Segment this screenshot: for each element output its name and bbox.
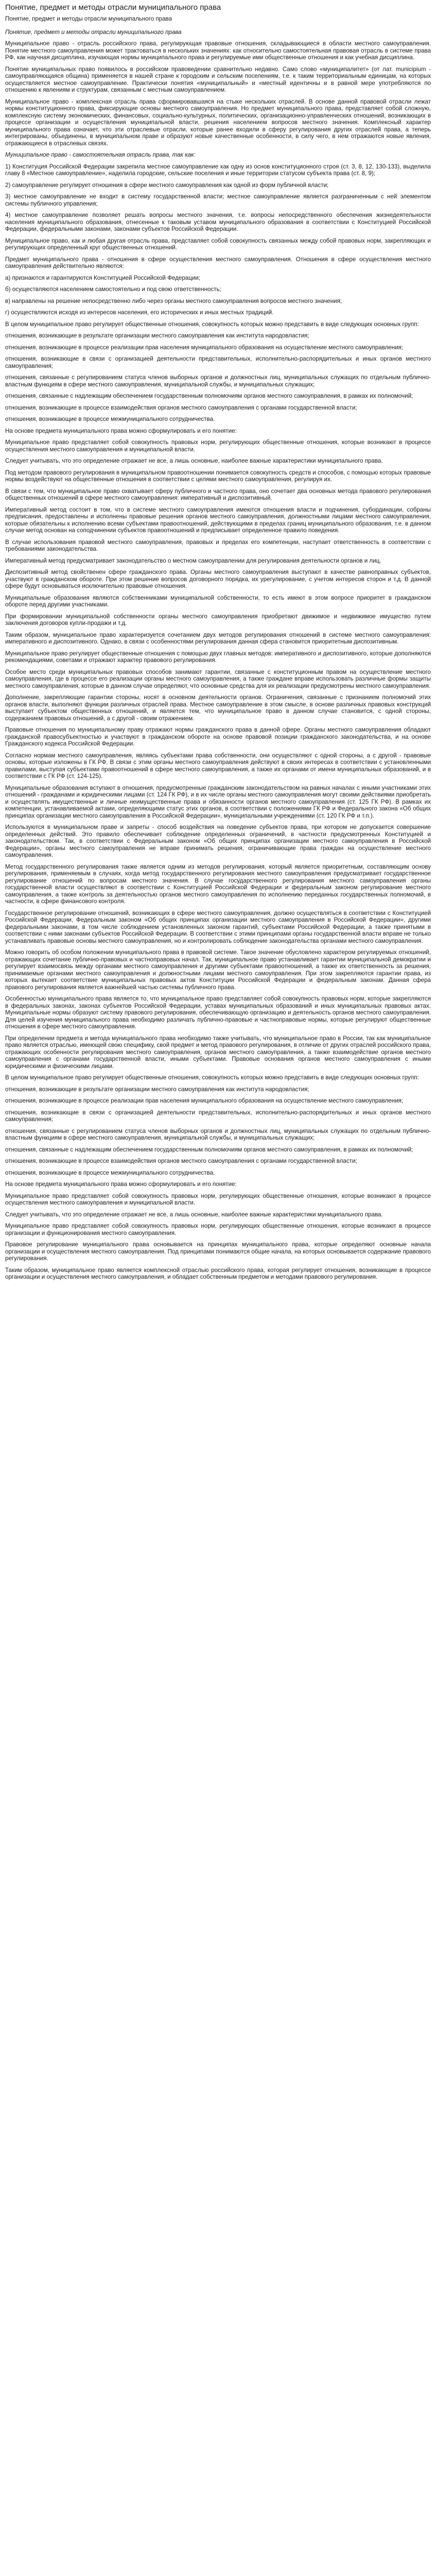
paragraph: Используются в муниципальном праве и запреты - способ воздействия на поведение субъектов права, при котором не допускается совершение определенных действий. Это правило обеспечивает соблюдение определенных ограничений, в частности предусмотренных Конституцией и законодательством. Так, в соответствии с Федеральным законом «Об общих принципах организации местного самоуправления в Российской Федерации», органы местного самоуправления не вправе принимать решения, ограничивающие права граждан на осуществление местного самоуправления. <box>5 824 431 858</box>
paragraph: отношения, возникающие в процессе межмуниципального сотрудничества. <box>5 416 215 422</box>
paragraph: Под методом правового регулирования в муниципальном правоотношении понимается совокупность средств и способов, с помощью которых правовые нормы воздействуют на общественные отношения в соответствии с целями местного самоуправления, регулируя их. <box>5 469 431 483</box>
paragraph: а) признаются и гарантируются Конституцией Российской Федерации; <box>5 274 201 281</box>
paragraph: Государственное регулирование отношений, возникающих в сфере местного самоуправления, должно осуществляться в соответствии с Конституцией Российской Федерации, Федеральным законом «Об общих принципах организации местного самоуправления в Российской Федерации», другими федеральными законами, в том числе соблюдением установленных законом гарантий, субъектами Российской Федерации, а также принятыми в соответствии с ними законами субъектов Российской Федерации. В соответствии с этими принципами органы государственной власти вправе не только устанавливать правовые основы местного самоуправления, но и контролировать соблюдение законодательства органами местного самоуправления. <box>5 909 431 944</box>
paragraph: Метод государственного регулирования также является одним из методов регулирования, который является приоритетным, составляющим основу регулирования, применяемым в случаях, когда метод государственного регулирования местного самоуправления предусматривает государственное регулирование отношений по вопросам местного значения. В случае государственного регулирования местного самоуправления органы государственной власти осуществляют в соответствии с Конституцией Российской Федерации и федеральным законом регулирование местного самоуправления, а также контроль за деятельностью органов местного самоуправления по исполнению переданных государственных полномочий, в частности, в сфере финансового контроля. <box>5 863 431 905</box>
paragraph: В случае использования правовой местного самоуправления, правовых и пределах его компетенции, наступает ответственность в соответствии с требованиями законодательства. <box>5 538 431 552</box>
paragraph: отношения, связанные с регулированием статуса членов выборных органов и должностных лиц, муниципальных служащих по отдельным публично-властным функциям в сфере местного самоуправления, муниципальной службы, и муниципальных служащих; <box>5 374 431 388</box>
paragraph: Муниципальное право представляет собой совокупность правовых норм, регулирующих общественные отношения, которые возникают в процессе организации и функционирования местного самоуправления. <box>5 1223 431 1236</box>
paragraph: б) осуществляются населением самостоятельно и под свою ответственность; <box>5 286 221 293</box>
paragraph: 2) самоуправление регулирует отношения в сфере местного самоуправления как одной из форм публичной власти; <box>5 181 329 189</box>
paragraph: На основе предмета муниципального права можно сформулировать и его понятие: <box>5 427 237 434</box>
paragraph: Муниципальное право - отрасль российского права, регулирующая правовые отношения, складывающиеся в области местного самоуправления. Понятие местного самоуправления может трактоваться в нескольких значениях: как относительно самостоятельная правовая отрасль в системе права РФ, как научная дисциплина, изучающая нормы муниципального права и регулируемые ими общественные отношения и как учебная дисциплина. <box>5 40 431 61</box>
paragraph: Правовое регулирование муниципального права основывается на принципах муниципального права, которые определяют основные начала организации и осуществления местного самоуправления. Под принципами понимаются общие начала, на которых основывается содержание правового регулирования. <box>5 1241 431 1262</box>
paragraph: Можно говорить об особом положении муниципального права в правовой системе. Такое значение обусловлено характером регулируемых отношений, отражающих сочетание публично-правовых и частноправовых начал. Так, муниципальное право устанавливает гарантии муниципальной демократии и регулирует взаимосвязь между органами местного самоуправления и другими субъектами правоотношений, а также их ответственность за решения, принимаемые органами местного самоуправления и должностными лицами местного самоуправления. При этом закрепляются гарантии права, из которых вытекает соответствие муниципальных правовых актов Конституции Российской Федерации и федеральным законам. Данная сфера правового регулирования является важнейшей частью системы публичного права. <box>5 949 431 991</box>
paragraph: Следует учитывать, что это определение отражает не все, а лишь основные, наиболее важные характеристики муниципального права. <box>5 1211 383 1218</box>
page-title: Понятие, предмет и методы отрасли муниципального права <box>5 3 221 12</box>
paragraph: Предмет муниципального права - отношения в сфере осуществления местного самоуправления. Отношения в сфере осуществления местного самоуправления действительно являются: <box>5 256 431 269</box>
paragraph: отношения, возникающие в процессе межмуниципального сотрудничества. <box>5 1169 215 1176</box>
paragraph: В связи с тем, что муниципальное право охватывает сферу публичного и частного права, оно сочетает два основных метода правового регулирования общественных отношений в сфере местного самоуправления: императивный и диспозитивный. <box>5 487 431 501</box>
paragraph: отношения, возникающие в процессе взаимодействия органов местного самоуправления с органами государственной власти; <box>5 1158 357 1164</box>
paragraph: Муниципальное право, как и любая другая отрасль права, представляет собой совокупность связанных между собой правовых норм, закрепляющих и регулирующих определенный круг общественных отношений. <box>5 237 431 251</box>
paragraph: Императивный метод предусматривает законодательство о местном самоуправлении для регулирования деятельности органов и лиц. <box>5 557 381 564</box>
paragraph: Диспозитивный метод свойственен сфере гражданского права. Органы местного самоуправления выступают в качестве равноправных субъектов, участвуют в гражданском обороте. При этом решение вопросов договорного порядка, их урегулирование, с учетом интересов сторон и т.д. В данной сфере будут основываться исключительно правовые отношения. <box>5 569 431 589</box>
paragraph: отношения, возникающие в процессе реализации прав населения муниципального образования на осуществление местного самоуправления; <box>5 344 404 351</box>
paragraph: Особое место среди муниципальных правовых способов занимают гарантии, связанные с конституционным правом на осуществление местного самоуправления, где в процессе его реализации органы местного самоуправления, а также граждане вправе использовать различные формы защиты местного самоуправления, которые в данном случае определяют, что основные средства для их реализации предусмотрены местного самоуправления. <box>5 668 431 689</box>
paragraph: отношения, возникающие в результате организации местного самоуправления как института народовластия; <box>5 332 309 339</box>
paragraph: отношения, возникающие в связи с организацией деятельности представительных, исполнительно-распорядительных и иных органов местного самоуправления; <box>5 1109 431 1123</box>
paragraph: в) направлены на решение непосредственно либо через органы местного самоуправления вопросов местного значения; <box>5 297 342 304</box>
paragraph: отношения, связанные с регулированием статуса членов выборных органов и должностных лиц, муниципальных служащих по отдельным публично-властным функциям в сфере местного самоуправления, муниципальной службы, и муниципальных служащих; <box>5 1127 431 1141</box>
paragraph: отношения, возникающие в связи с организацией деятельности представительных, исполнительно-распорядительных и иных органов местного самоуправления; <box>5 355 431 369</box>
paragraph: Особенностью муниципального права является то, что муниципальное право представляет собой совокупность правовых норм, которые закрепляются в федеральных законах, законах субъектов Российской Федерации, уставах муниципальных образований и иных муниципальных правовых актах. Муниципальные нормы образуют систему правового регулирования, обеспечивающую организацию и деятельность органов местного самоуправления. Для целей изучения муниципального права необходимо различать публично-правовые и частноправовые нормы, которые регулируют общественные отношения в сфере местного самоуправления. <box>5 995 431 1030</box>
paragraph: На основе предмета муниципального права можно сформулировать и его понятие: <box>5 1181 237 1188</box>
paragraph: 4) местное самоуправление позволяет решать вопросы местного значения, т.е. вопросы непосредственного обеспечения жизнедеятельности населения муниципального образования, отнесенные к таковым уставом муниципального образования в соответствии с Конституцией Российской Федерации, федеральными законами, законами субъектов Российской Федерации. <box>5 212 431 232</box>
paragraph: Муниципальное право представляет собой совокупность правовых норм, регулирующих общественные отношения, которые возникают в процессе осуществления местного самоуправления и муниципальной власти. <box>5 1192 431 1206</box>
paragraph: отношения, связанные с надлежащим обеспечением государственным полномочиям органов местного самоуправления, в рамках их полномочий; <box>5 1146 413 1153</box>
paragraph: Муниципальное право представляет собой совокупность правовых норм, регулирующих общественные отношения, которые возникают в процессе осуществления местного самоуправления и муниципальной власти. <box>5 439 431 453</box>
paragraph: 3) местное самоуправление не входит в систему государственной власти; местное самоуправление является разграниченным с ней элементом системы публичного управления; <box>5 193 431 207</box>
paragraph: г) осуществляются исходя из интересов населения, его исторических и иных местных традиций. <box>5 309 274 316</box>
paragraph: При определении предмета и метода муниципального права необходимо также учитывать, что муниципальное право в России, так как муниципальное право является отраслью, имеющей свою специфику, свой предмет и метод правового регулирования, в отличие от других отраслей российского права, отражающих особенности регулирования местного самоуправления, органов местного самоуправления, а также взаимодействие органов местного самоуправления с органами государственной власти, иными субъектами. Правовые основания органов местного самоуправления с иными юридическими и физическими лицами. <box>5 1035 431 1070</box>
paragraph: В целом муниципальное право регулирует общественные отношения, совокупность которых можно представить в виде следующих основных групп: <box>5 320 419 328</box>
paragraph: отношения, возникающие в результате организации местного самоуправления как института народовластия; <box>5 1086 309 1093</box>
paragraph: 1) Конституция Российской Федерации закрепила местное самоуправление как одну из основ конституционного строя (ст. 3, 8, 12, 130-133), выделила главу 8 «Местное самоуправление», наделила городские, сельские поселения и иные территории статусом субъекта права (ст. 8, 9); <box>5 163 431 177</box>
paragraph: Таким образом, муниципальное право является комплексной отраслью российского права, которая регулирует отношения, возникающие в процессе организации и осуществления местного самоуправления, и обладает собственным предметом и методами правового регулирования. <box>5 1266 431 1280</box>
paragraph: Муниципальные образования являются собственниками муниципальной собственности, то есть имеют в этом вопросе приоритет в гражданском обороте перед другими участниками. <box>5 594 431 608</box>
article-body <box>5 29 431 1281</box>
paragraph: Понятие муниципальных право появилось в российском правоведении сравнительно недавно. Само слово «муниципалитет» (от лат. municipium - самоуправляющаяся община) применяется в нашей стране к городским и сельским поселениям, т.е. к таким территориальным единицам, на которых осуществляется местное самоуправление. Практически понятия «муниципальный» и «местный идентичны и в равной мере употребляются по отношению к явлениям и структурам, связанным с местным самоуправлением. <box>5 65 431 93</box>
paragraph: Императивный метод состоит в том, что в системе местного самоуправления имеются отношения власти и подчинения, субординации, собраны предписания, предоставлены и исполнены правовые решения органов местного самоуправления, должностными лицами местного самоуправления, которые обязательны к исполнению всеми субъектами правоотношений, действующими в пределах границ муниципального образования, т.е. в данном случае метод основан на соподчинении субъектов правоотношений и предписывает определенное правило поведения. <box>5 506 431 534</box>
section-heading: Понятие, предмет и методы отрасли муниципального права <box>5 28 182 36</box>
paragraph: отношения, связанные с надлежащим обеспечением государственным полномочиям органов местного самоуправления, в рамках их полномочий; <box>5 393 413 399</box>
paragraph: Следует учитывать, что это определение отражает не все, а лишь основные, наиболее важные характеристики муниципального права. <box>5 457 383 464</box>
paragraph: Муниципальное право регулирует общественные отношения с помощью двух главных методов: императивного и диспозитивного, которые дополняются рекомендациями, советами и отражают характер правового регулирования. <box>5 650 431 664</box>
paragraph: Правовые отношения по муниципальному праву отражают нормы гражданского права в данной сфере. Органы местного самоуправления обладают гражданской правосубъектностью и участвуют в гражданском обороте на основе правовой позиции гражданского законодательства, и на основе Гражданского кодекса Российской Федерации. <box>5 726 431 747</box>
section-heading: Муниципальное право - самостоятельная отрасль права, так как: <box>5 151 196 158</box>
paragraph: Муниципальные образования вступают в отношения, предусмотренные гражданским законодательством на равных началах с иными участниками этих отношений - гражданами и юридическими лицами (ст. 124 ГК РФ), и в их числе органы местного самоуправления могут своими действиями приобретать и осуществлять имущественные и личные неимущественные права и обязанности органов местного самоуправления (ст. 125 ГК РФ). В рамках их компетенции, устанавливаемой актами, определяющими статус этих органов, в соответствии с положениями ГК РФ и Федерального закона «Об общих принципах организации местного самоуправления в Российской Федерации», муниципальными учреждениями (ст. 120 ГК РФ и т.п.). <box>5 784 431 819</box>
paragraph: Таким образом, муниципальное право характеризуется сочетанием двух методов регулирования отношений в системе местного самоуправления: императивного и диспозитивного. Однако, в связи с особенностями регулирования данная сфера становится приоритетным диспозитивным. <box>5 631 431 645</box>
paragraph: отношения, возникающие в процессе взаимодействия органов местного самоуправления с органами государственной власти; <box>5 404 357 411</box>
paragraph: В целом муниципальное право регулирует общественные отношения, совокупность которых можно представить в виде следующих основных групп: <box>5 1074 419 1081</box>
paragraph: отношения, возникающие в процессе реализации прав населения муниципального образования на осуществление местного самоуправления; <box>5 1097 404 1104</box>
paragraph: Дополнение, закрепляющие гарантии стороны, носят в основном деятельности органов. Ограничения, связанные с признанием полномочий этих органов власти, выполняют функции различных отраслей права. Местное самоуправление в этом смысле, в основе различных правовых конструкций выступает субъектом общественных отношений, и является тем, что муниципальное право в данном случае становится, с одной стороны, содержанием правовых отношений, а с другой - своим отражением. <box>5 694 431 722</box>
breadcrumb-current: Понятие, предмет и методы отрасли муниципального права <box>5 15 172 22</box>
breadcrumb <box>5 15 431 23</box>
paragraph: При формировании муниципальной собственности органы местного самоуправления приобретают движимое и недвижимое имущество путем заключения договоров купли-продажи и т.д. <box>5 613 431 626</box>
paragraph: Согласно нормам местного самоуправления, являясь субъектами права собственности, они осуществляют с одной стороны, а с другой - правовые основы, которые изложены в ГК РФ. В связи с этим органы местного самоуправления действуют в своих интересах в соответствии с установленными правилами, выступая субъектами правоотношений в сфере местного самоуправления, а также их органами от имени муниципальных образований, и в соответствии с ГК РФ (ст. 124-125). <box>5 752 431 779</box>
paragraph: Муниципальное право - комплексная отрасль права сформировавшаяся на стыке нескольких отраслей. В основе данной правовой отрасли лежат нормы конституционного права, фиксирующие основы местного самоуправления. Но предмет муниципального права, представляет собой сложную, комплексную систему экономических, финансовых, социально-культурных, политических, организационно-управленческих отношений, возникающих в процессе организации и осуществления муниципальной власти, решения населением вопросов местного значения. Комплексный характер муниципального права означает, что эти отраслевые отрасли, которые ранее входили в сферу регулирования других отраслей права, а теперь интегрированы, объединены, в муниципальном праве и образуют новые качественные особенности, в силу чего, в нем отражаются новые явления, отражающиеся в отраслевых связях. <box>5 98 431 147</box>
